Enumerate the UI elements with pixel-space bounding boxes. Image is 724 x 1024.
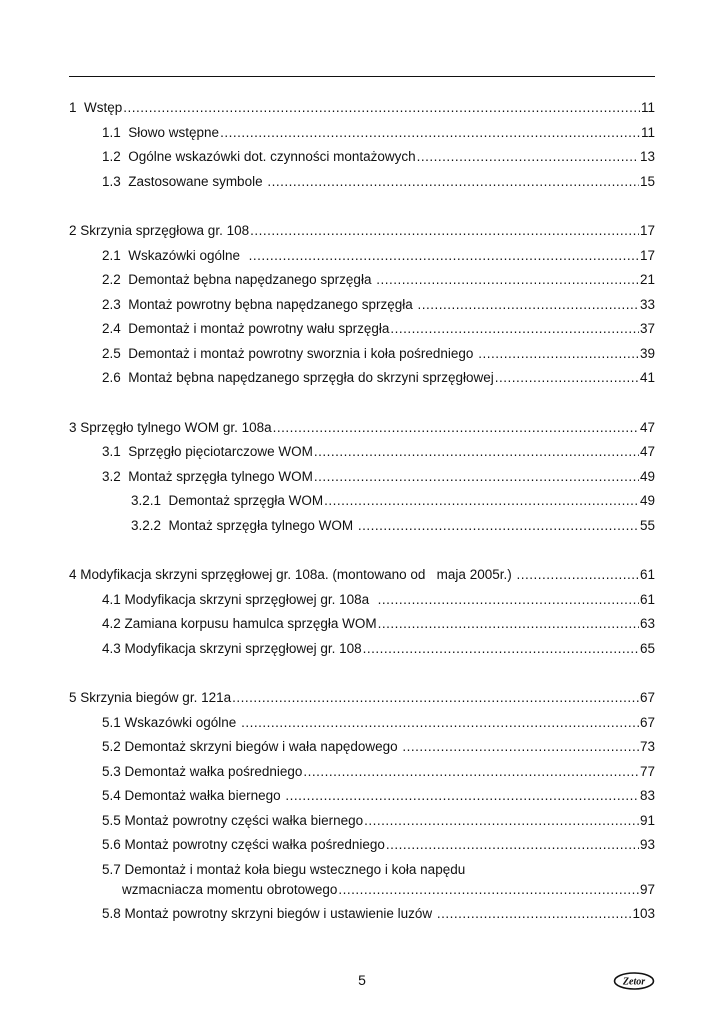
toc-leader-dots: [386, 837, 639, 853]
toc-leader-dots: [249, 248, 639, 264]
toc-entry-title: 5.2 Demontaż skrzyni biegów i wała napędowego: [102, 739, 402, 754]
toc-entry-title: 5.3 Demontaż wałka pośredniego: [102, 763, 303, 779]
toc-entry-title: 4 Modyfikacja skrzyni sprzęgłowej gr. 108a. (montowano od maja 2005r.): [69, 567, 516, 582]
toc-entry-title: 4.3 Modyfikacja skrzyni sprzęgłowej gr. 108: [102, 640, 362, 656]
toc-entry: [69, 862, 655, 906]
toc-entry-page: 21: [639, 272, 655, 287]
toc-leader-dots: [437, 906, 632, 922]
toc-entry-title: 5.5 Montaż powrotny części wałka biernego: [102, 812, 364, 828]
toc-entry: [69, 420, 655, 445]
toc-leader-dots: [378, 592, 639, 608]
toc-leader-dots: [376, 272, 639, 288]
toc-leader-dots: [417, 149, 639, 165]
toc-entry-title: 1.1 Słowo wstępne: [102, 124, 220, 140]
toc-entry-title: 4.2 Zamiana korpusu hamulca sprzęgła WOM: [102, 616, 377, 631]
toc-leader-dots: [303, 764, 639, 780]
toc-entry-page: 49: [639, 493, 655, 508]
toc-entry-page: 63: [639, 616, 655, 631]
toc-leader-dots: [123, 100, 640, 116]
toc-leader-dots: [314, 444, 639, 460]
toc-entry-page: 73: [639, 739, 655, 754]
toc-leader-dots: [363, 641, 639, 657]
toc-entry: [69, 739, 655, 764]
toc-entry-title: 5.4 Demontaż wałka biernego: [102, 788, 285, 803]
toc-entry-title: 3 Sprzęgło tylnego WOM gr. 108a: [69, 419, 272, 435]
toc-entry: [69, 321, 655, 346]
table-of-contents: [69, 100, 655, 930]
toc-entry: [69, 813, 655, 838]
toc-entry: [69, 616, 655, 641]
toc-entry-title: 2 Skrzynia sprzęgłowa gr. 108: [69, 223, 250, 238]
toc-entry-page: 61: [639, 591, 655, 607]
toc-leader-dots: [364, 813, 639, 829]
toc-entry-page: 83: [639, 788, 655, 803]
toc-entry: [69, 592, 655, 617]
toc-leader-dots: [324, 493, 639, 509]
toc-leader-dots: [250, 223, 639, 239]
toc-leader-dots: [220, 125, 640, 141]
toc-leader-dots: [241, 715, 639, 731]
toc-entry-page: 91: [639, 812, 655, 828]
toc-entry-page: 17: [639, 223, 655, 238]
toc-entry-page: 37: [639, 321, 655, 336]
toc-leader-dots: [358, 518, 639, 534]
toc-entry-title: 2.5 Demontaż i montaż powrotny sworznia i koła pośredniego: [102, 345, 478, 361]
toc-leader-dots: [338, 882, 639, 898]
toc-entry-page: 61: [639, 567, 655, 582]
toc-entry-title: 5.8 Montaż powrotny skrzyni biegów i ustawienie luzów: [102, 905, 436, 921]
toc-entry: [69, 174, 655, 199]
toc-entry: [69, 297, 655, 322]
toc-entry-page: 67: [639, 690, 655, 705]
toc-entry-page: 55: [639, 517, 655, 533]
toc-leader-dots: [285, 788, 639, 804]
zetor-logo-icon: [613, 971, 655, 991]
toc-entry: [69, 518, 655, 543]
toc-entry-title: 2.1 Wskazówki ogólne: [102, 247, 248, 263]
toc-entry: [69, 272, 655, 297]
toc-entry-page: 39: [639, 345, 655, 361]
toc-entry-title: 3.2.1 Demontaż sprzęgła WOM: [131, 493, 324, 508]
header-rule: [69, 76, 655, 77]
toc-entry: [69, 641, 655, 666]
toc-leader-dots: [378, 616, 639, 632]
toc-entry-title: 1.3 Zastosowane symbole: [102, 173, 267, 189]
toc-entry: [69, 788, 655, 813]
toc-entry-title: 2.4 Demontaż i montaż powrotny wału sprzęgła: [102, 321, 390, 336]
toc-entry-page: 33: [639, 296, 655, 312]
toc-leader-dots: [232, 690, 639, 706]
toc-entry-title: 2.3 Montaż powrotny bębna napędzanego sprzęgła: [102, 296, 417, 312]
toc-leader-dots: [516, 567, 638, 583]
toc-entry: [69, 469, 655, 494]
toc-entry-title: 1 Wstęp: [69, 100, 123, 115]
toc-entry-page: 47: [639, 419, 655, 435]
toc-entry-page: 41: [639, 370, 655, 385]
toc-entry: [69, 837, 655, 862]
toc-entry: [69, 715, 655, 740]
toc-entry: [69, 690, 655, 715]
toc-entry-page: 11: [640, 100, 655, 115]
toc-entry-page: 11: [640, 124, 655, 140]
toc-entry-page: 103: [632, 905, 655, 921]
toc-leader-dots: [267, 174, 639, 190]
toc-entry-title: 4.1 Modyfikacja skrzyni sprzęgłowej gr. 108a: [102, 591, 377, 607]
toc-leader-dots: [478, 346, 639, 362]
toc-entry-title: 3.1 Sprzęgło pięciotarczowe WOM: [102, 444, 313, 459]
toc-leader-dots: [417, 297, 639, 313]
toc-entry: [69, 906, 655, 931]
toc-entry-title: 5.6 Montaż powrotny części wałka pośredniego: [102, 837, 385, 852]
toc-entry: [69, 764, 655, 789]
toc-entry-page: 17: [639, 247, 655, 263]
toc-entry-page: 47: [639, 444, 655, 459]
toc-leader-dots: [314, 469, 639, 485]
toc-leader-dots: [495, 370, 639, 386]
toc-leader-dots: [273, 420, 639, 436]
toc-entry: [69, 248, 655, 273]
toc-entry-page: 77: [639, 763, 655, 779]
toc-entry: [69, 346, 655, 371]
toc-entry-page: 93: [639, 837, 655, 852]
toc-leader-dots: [402, 739, 639, 755]
toc-entry: [69, 149, 655, 174]
toc-entry: [69, 567, 655, 592]
toc-entry-title: 5 Skrzynia biegów gr. 121a: [69, 690, 232, 705]
toc-entry: [69, 223, 655, 248]
toc-entry-continuation: [102, 882, 655, 898]
toc-entry: [69, 444, 655, 469]
toc-entry-title: 2.2 Demontaż bębna napędzanego sprzęgła: [102, 272, 376, 287]
toc-entry-page: 13: [639, 149, 655, 164]
logo-text: Zetor: [622, 976, 646, 988]
toc-entry: [69, 493, 655, 518]
toc-entry-page: 97: [639, 881, 655, 897]
toc-entry-page: 15: [639, 173, 655, 189]
toc-entry-title-continued: wzmacniacza momentu obrotowego: [122, 881, 338, 897]
toc-entry-title: 3.2 Montaż sprzęgła tylnego WOM: [102, 468, 313, 484]
toc-entry-title: 5.1 Wskazówki ogólne: [102, 714, 241, 730]
toc-entry: [69, 370, 655, 395]
toc-leader-dots: [390, 321, 639, 337]
toc-entry-page: 67: [639, 714, 655, 730]
page-number: 5: [358, 972, 366, 988]
toc-entry-title: 1.2 Ogólne wskazówki dot. czynności montażowych: [102, 149, 416, 164]
toc-entry-title: 3.2.2 Montaż sprzęgła tylnego WOM: [131, 517, 357, 533]
toc-entry-page: 49: [639, 468, 655, 484]
toc-entry-title: 2.6 Montaż bębna napędzanego sprzęgła do skrzyni sprzęgłowej: [102, 370, 494, 385]
toc-entry: [69, 125, 655, 150]
toc-entry: [69, 100, 655, 125]
toc-entry-page: 65: [639, 640, 655, 656]
toc-entry-title: 5.7 Demontaż i montaż koła biegu wstecznego i koła napędu: [102, 861, 466, 877]
